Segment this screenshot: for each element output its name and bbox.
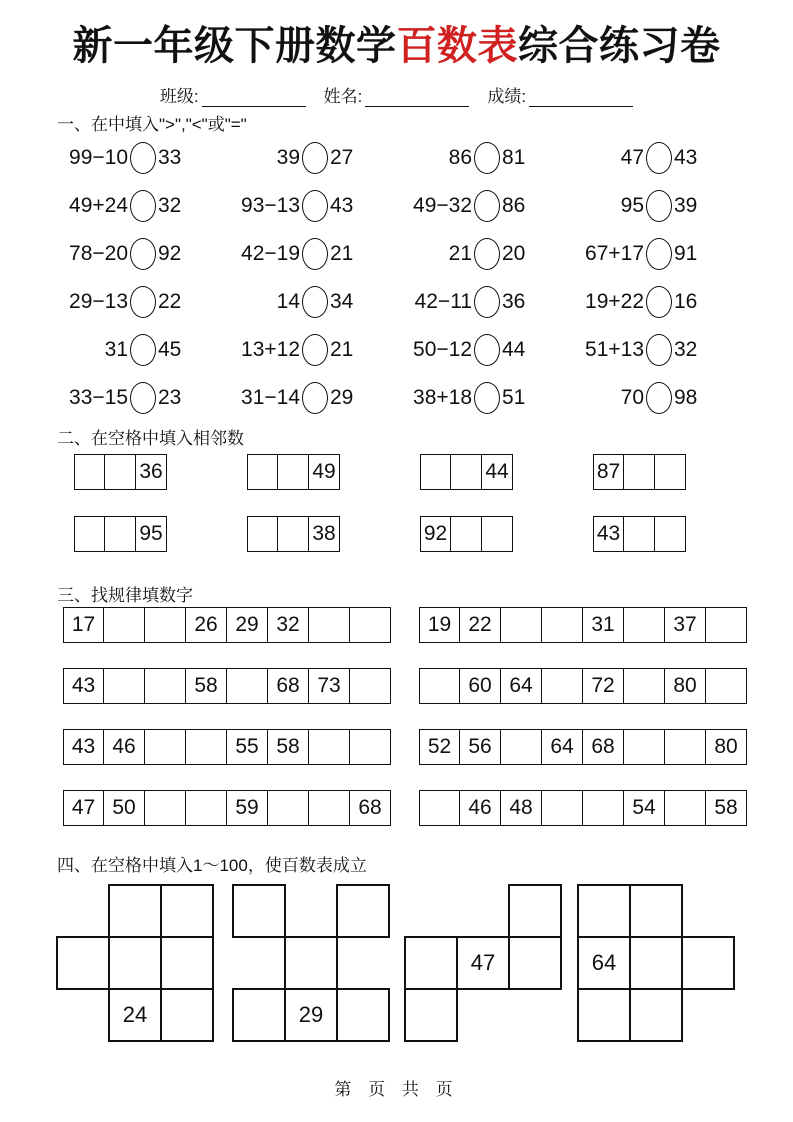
compare-left: 13+12 bbox=[241, 338, 300, 361]
filled-cell: 44 bbox=[482, 454, 513, 490]
answer-circle[interactable] bbox=[646, 382, 672, 414]
answer-circle[interactable] bbox=[474, 238, 500, 270]
compare-right: 22 bbox=[158, 290, 182, 313]
filled-cell: 43 bbox=[593, 516, 624, 552]
empty-cell[interactable] bbox=[404, 936, 458, 990]
compare-left: 42−19 bbox=[241, 242, 300, 265]
empty-cell[interactable] bbox=[145, 729, 186, 765]
answer-circle[interactable] bbox=[646, 286, 672, 318]
empty-cell[interactable] bbox=[419, 790, 460, 826]
answer-circle[interactable] bbox=[302, 190, 328, 222]
answer-circle[interactable] bbox=[130, 334, 156, 366]
filled-cell: 24 bbox=[108, 988, 162, 1042]
empty-cell[interactable] bbox=[227, 668, 268, 704]
empty-cell[interactable] bbox=[247, 516, 278, 552]
neighbor-row bbox=[74, 516, 686, 552]
empty-cell[interactable] bbox=[542, 790, 583, 826]
compare-left: 78−20 bbox=[69, 242, 128, 265]
filled-cell: 50 bbox=[104, 790, 145, 826]
compare-item bbox=[232, 190, 404, 222]
compare-right: 34 bbox=[330, 290, 354, 313]
empty-cell[interactable] bbox=[451, 516, 482, 552]
answer-circle[interactable] bbox=[130, 238, 156, 270]
compare-right: 29 bbox=[330, 386, 354, 409]
compare-item bbox=[60, 382, 232, 414]
empty-cell[interactable] bbox=[145, 607, 186, 643]
section2-heading: 二、在空格中填入相邻数 bbox=[57, 429, 244, 448]
answer-circle[interactable] bbox=[646, 238, 672, 270]
empty-cell[interactable] bbox=[665, 790, 706, 826]
compare-left: 49+24 bbox=[69, 194, 128, 217]
empty-cell[interactable] bbox=[232, 884, 286, 938]
compare-item bbox=[576, 382, 748, 414]
filled-cell: 38 bbox=[309, 516, 340, 552]
neighbor-group bbox=[247, 454, 340, 490]
filled-cell: 72 bbox=[583, 668, 624, 704]
empty-cell[interactable] bbox=[655, 454, 686, 490]
empty-cell[interactable] bbox=[404, 988, 458, 1042]
answer-circle[interactable] bbox=[646, 142, 672, 174]
empty-cell[interactable] bbox=[74, 454, 105, 490]
compare-left: 19+22 bbox=[585, 290, 644, 313]
compare-right: 32 bbox=[674, 338, 698, 361]
empty-cell[interactable] bbox=[104, 668, 145, 704]
compare-left: 21 bbox=[448, 242, 472, 265]
filled-cell: 43 bbox=[63, 668, 104, 704]
filled-cell: 58 bbox=[268, 729, 309, 765]
compare-right: 16 bbox=[674, 290, 698, 313]
compare-item bbox=[576, 238, 748, 270]
puzzle-shape bbox=[57, 885, 213, 1041]
title-prefix: 新一年级下册数学 bbox=[72, 24, 397, 68]
empty-cell[interactable] bbox=[542, 607, 583, 643]
student-info-line bbox=[0, 82, 793, 107]
puzzle-shape bbox=[578, 885, 734, 1041]
empty-cell[interactable] bbox=[160, 936, 214, 990]
empty-cell[interactable] bbox=[350, 729, 391, 765]
sequence-strip bbox=[63, 668, 391, 704]
empty-cell[interactable] bbox=[624, 607, 665, 643]
compare-item bbox=[60, 238, 232, 270]
compare-right: 43 bbox=[674, 146, 698, 169]
compare-right: 23 bbox=[158, 386, 182, 409]
compare-item bbox=[404, 142, 576, 174]
compare-item bbox=[576, 334, 748, 366]
compare-right: 20 bbox=[502, 242, 526, 265]
filled-cell: 29 bbox=[227, 607, 268, 643]
class-field bbox=[160, 82, 306, 107]
compare-right: 27 bbox=[330, 146, 354, 169]
comparison-grid bbox=[60, 134, 750, 422]
answer-circle[interactable] bbox=[302, 142, 328, 174]
filled-cell: 64 bbox=[542, 729, 583, 765]
compare-item bbox=[232, 142, 404, 174]
answer-circle[interactable] bbox=[130, 382, 156, 414]
empty-cell[interactable] bbox=[145, 790, 186, 826]
answer-circle[interactable] bbox=[130, 286, 156, 318]
empty-cell[interactable] bbox=[451, 454, 482, 490]
compare-item bbox=[60, 286, 232, 318]
compare-item bbox=[60, 142, 232, 174]
filled-cell: 22 bbox=[460, 607, 501, 643]
answer-circle[interactable] bbox=[646, 334, 672, 366]
filled-cell: 31 bbox=[583, 607, 624, 643]
compare-item bbox=[576, 142, 748, 174]
empty-cell[interactable] bbox=[624, 668, 665, 704]
filled-cell: 60 bbox=[460, 668, 501, 704]
sequence-strip bbox=[63, 729, 391, 765]
compare-row bbox=[60, 230, 750, 278]
compare-item bbox=[232, 286, 404, 318]
empty-cell[interactable] bbox=[482, 516, 513, 552]
compare-row bbox=[60, 182, 750, 230]
empty-cell[interactable] bbox=[583, 790, 624, 826]
filled-cell: 48 bbox=[501, 790, 542, 826]
filled-cell: 52 bbox=[419, 729, 460, 765]
name-field bbox=[324, 82, 470, 107]
sequence-strip bbox=[419, 729, 747, 765]
empty-cell[interactable] bbox=[108, 936, 162, 990]
sequence-row bbox=[63, 729, 747, 765]
empty-cell[interactable] bbox=[706, 607, 747, 643]
compare-item bbox=[404, 334, 576, 366]
compare-row bbox=[60, 134, 750, 182]
empty-cell[interactable] bbox=[655, 516, 686, 552]
compare-left: 47 bbox=[620, 146, 644, 169]
empty-cell[interactable] bbox=[624, 454, 655, 490]
compare-left: 99−10 bbox=[69, 146, 128, 169]
compare-item bbox=[60, 190, 232, 222]
empty-cell[interactable] bbox=[665, 729, 706, 765]
empty-cell[interactable] bbox=[74, 516, 105, 552]
name-input[interactable] bbox=[365, 89, 469, 107]
compare-left: 70 bbox=[620, 386, 644, 409]
empty-cell[interactable] bbox=[508, 936, 562, 990]
empty-cell[interactable] bbox=[624, 516, 655, 552]
empty-cell[interactable] bbox=[268, 790, 309, 826]
empty-cell[interactable] bbox=[577, 884, 631, 938]
empty-cell[interactable] bbox=[186, 729, 227, 765]
compare-left: 38+18 bbox=[413, 386, 472, 409]
compare-right: 45 bbox=[158, 338, 182, 361]
compare-item bbox=[576, 286, 748, 318]
filled-cell: 46 bbox=[104, 729, 145, 765]
answer-circle[interactable] bbox=[474, 286, 500, 318]
empty-cell[interactable] bbox=[160, 988, 214, 1042]
empty-cell[interactable] bbox=[706, 668, 747, 704]
empty-cell[interactable] bbox=[501, 729, 542, 765]
filled-cell: 58 bbox=[186, 668, 227, 704]
compare-left: 39 bbox=[276, 146, 300, 169]
filled-cell: 80 bbox=[665, 668, 706, 704]
compare-item bbox=[232, 334, 404, 366]
compare-right: 32 bbox=[158, 194, 182, 217]
section4-heading: 四、在空格中填入1～100，使百数表成立 bbox=[57, 856, 367, 875]
empty-cell[interactable] bbox=[105, 516, 136, 552]
compare-item bbox=[404, 286, 576, 318]
sequence-row bbox=[63, 790, 747, 826]
filled-cell: 80 bbox=[706, 729, 747, 765]
compare-left: 93−13 bbox=[241, 194, 300, 217]
compare-right: 92 bbox=[158, 242, 182, 265]
empty-cell[interactable] bbox=[309, 729, 350, 765]
empty-cell[interactable] bbox=[420, 454, 451, 490]
compare-right: 86 bbox=[502, 194, 526, 217]
filled-cell: 64 bbox=[577, 936, 631, 990]
compare-right: 36 bbox=[502, 290, 526, 313]
empty-cell[interactable] bbox=[56, 936, 110, 990]
filled-cell: 43 bbox=[63, 729, 104, 765]
empty-cell[interactable] bbox=[104, 607, 145, 643]
compare-left: 67+17 bbox=[585, 242, 644, 265]
class-label: 班级: bbox=[159, 87, 199, 106]
filled-cell: 26 bbox=[186, 607, 227, 643]
filled-cell: 36 bbox=[136, 454, 167, 490]
neighbor-group bbox=[593, 516, 686, 552]
answer-circle[interactable] bbox=[474, 382, 500, 414]
filled-cell: 95 bbox=[136, 516, 167, 552]
empty-cell[interactable] bbox=[145, 668, 186, 704]
empty-cell[interactable] bbox=[278, 454, 309, 490]
answer-circle[interactable] bbox=[130, 190, 156, 222]
sequence-strip bbox=[63, 790, 391, 826]
compare-right: 98 bbox=[674, 386, 698, 409]
answer-circle[interactable] bbox=[302, 334, 328, 366]
filled-cell: 46 bbox=[460, 790, 501, 826]
neighbor-group bbox=[247, 516, 340, 552]
compare-right: 39 bbox=[674, 194, 698, 217]
puzzle-shape bbox=[233, 885, 389, 1041]
filled-cell: 68 bbox=[350, 790, 391, 826]
empty-cell[interactable] bbox=[681, 936, 735, 990]
filled-cell: 59 bbox=[227, 790, 268, 826]
class-input[interactable] bbox=[202, 89, 306, 107]
empty-cell[interactable] bbox=[309, 607, 350, 643]
empty-cell[interactable] bbox=[624, 729, 665, 765]
compare-item bbox=[576, 190, 748, 222]
filled-cell: 54 bbox=[624, 790, 665, 826]
name-label: 姓名: bbox=[323, 87, 363, 106]
neighbor-row bbox=[74, 454, 686, 490]
answer-circle[interactable] bbox=[302, 382, 328, 414]
sequence-row bbox=[63, 668, 747, 704]
sequence-strip bbox=[63, 607, 391, 643]
compare-left: 50−12 bbox=[413, 338, 472, 361]
empty-cell[interactable] bbox=[278, 516, 309, 552]
section3-heading: 三、找规律填数字 bbox=[57, 586, 193, 605]
page-footer: 第 页 共 页 bbox=[334, 1080, 459, 1099]
section1-heading: 一、在中填入">","<"或"=" bbox=[57, 115, 247, 134]
neighbor-group bbox=[420, 516, 513, 552]
answer-circle[interactable] bbox=[474, 142, 500, 174]
compare-item bbox=[60, 334, 232, 366]
filled-cell: 47 bbox=[456, 936, 510, 990]
compare-left: 31−14 bbox=[241, 386, 300, 409]
empty-cell[interactable] bbox=[186, 790, 227, 826]
answer-circle[interactable] bbox=[474, 190, 500, 222]
puzzle-shape bbox=[405, 885, 561, 1041]
compare-left: 14 bbox=[276, 290, 300, 313]
compare-item bbox=[232, 238, 404, 270]
filled-cell: 64 bbox=[501, 668, 542, 704]
empty-cell[interactable] bbox=[350, 668, 391, 704]
filled-cell: 92 bbox=[420, 516, 451, 552]
sequence-strip bbox=[419, 668, 747, 704]
compare-left: 49−32 bbox=[413, 194, 472, 217]
filled-cell: 29 bbox=[284, 988, 338, 1042]
score-field bbox=[487, 82, 633, 107]
compare-row bbox=[60, 278, 750, 326]
empty-cell[interactable] bbox=[160, 884, 214, 938]
compare-left: 51+13 bbox=[585, 338, 644, 361]
empty-cell[interactable] bbox=[309, 790, 350, 826]
empty-cell[interactable] bbox=[629, 936, 683, 990]
empty-cell[interactable] bbox=[247, 454, 278, 490]
filled-cell: 17 bbox=[63, 607, 104, 643]
neighbor-group bbox=[74, 516, 167, 552]
empty-cell[interactable] bbox=[284, 936, 338, 990]
filled-cell: 32 bbox=[268, 607, 309, 643]
compare-left: 42−11 bbox=[414, 290, 472, 313]
compare-left: 31 bbox=[104, 338, 128, 361]
filled-cell: 49 bbox=[309, 454, 340, 490]
sequence-row bbox=[63, 607, 747, 643]
compare-left: 33−15 bbox=[69, 386, 128, 409]
compare-right: 44 bbox=[502, 338, 526, 361]
sequence-strip bbox=[419, 607, 747, 643]
filled-cell: 58 bbox=[706, 790, 747, 826]
answer-circle[interactable] bbox=[302, 238, 328, 270]
neighbor-group bbox=[420, 454, 513, 490]
compare-right: 43 bbox=[330, 194, 354, 217]
empty-cell[interactable] bbox=[629, 884, 683, 938]
compare-right: 33 bbox=[158, 146, 182, 169]
filled-cell: 19 bbox=[419, 607, 460, 643]
filled-cell: 68 bbox=[583, 729, 624, 765]
empty-cell[interactable] bbox=[336, 988, 390, 1042]
sequence-strip bbox=[419, 790, 747, 826]
empty-cell[interactable] bbox=[105, 454, 136, 490]
filled-cell: 87 bbox=[593, 454, 624, 490]
compare-left: 95 bbox=[620, 194, 644, 217]
filled-cell: 37 bbox=[665, 607, 706, 643]
title-suffix: 综合练习卷 bbox=[518, 24, 721, 68]
compare-item bbox=[232, 382, 404, 414]
empty-cell[interactable] bbox=[501, 607, 542, 643]
empty-cell[interactable] bbox=[629, 988, 683, 1042]
compare-left: 29−13 bbox=[69, 290, 128, 313]
filled-cell: 55 bbox=[227, 729, 268, 765]
empty-cell[interactable] bbox=[232, 988, 286, 1042]
filled-cell: 73 bbox=[309, 668, 350, 704]
compare-row bbox=[60, 374, 750, 422]
title-highlight: 百数表 bbox=[396, 24, 518, 68]
empty-cell[interactable] bbox=[419, 668, 460, 704]
neighbor-group bbox=[593, 454, 686, 490]
empty-cell[interactable] bbox=[542, 668, 583, 704]
compare-row bbox=[60, 326, 750, 374]
filled-cell: 68 bbox=[268, 668, 309, 704]
answer-circle[interactable] bbox=[474, 334, 500, 366]
compare-item bbox=[404, 190, 576, 222]
compare-right: 91 bbox=[674, 242, 698, 265]
score-input[interactable] bbox=[529, 89, 633, 107]
filled-cell: 47 bbox=[63, 790, 104, 826]
score-label: 成绩: bbox=[487, 87, 527, 106]
filled-cell: 56 bbox=[460, 729, 501, 765]
compare-right: 51 bbox=[502, 386, 526, 409]
page-title bbox=[0, 14, 793, 71]
compare-right: 81 bbox=[502, 146, 526, 169]
compare-right: 21 bbox=[330, 338, 354, 361]
answer-circle[interactable] bbox=[302, 286, 328, 318]
empty-cell[interactable] bbox=[508, 884, 562, 938]
compare-left: 86 bbox=[448, 146, 472, 169]
empty-cell[interactable] bbox=[336, 884, 390, 938]
answer-circle[interactable] bbox=[646, 190, 672, 222]
neighbor-group bbox=[74, 454, 167, 490]
empty-cell[interactable] bbox=[577, 988, 631, 1042]
empty-cell[interactable] bbox=[108, 884, 162, 938]
compare-item bbox=[404, 382, 576, 414]
compare-right: 21 bbox=[330, 242, 354, 265]
answer-circle[interactable] bbox=[130, 142, 156, 174]
empty-cell[interactable] bbox=[350, 607, 391, 643]
compare-item bbox=[404, 238, 576, 270]
